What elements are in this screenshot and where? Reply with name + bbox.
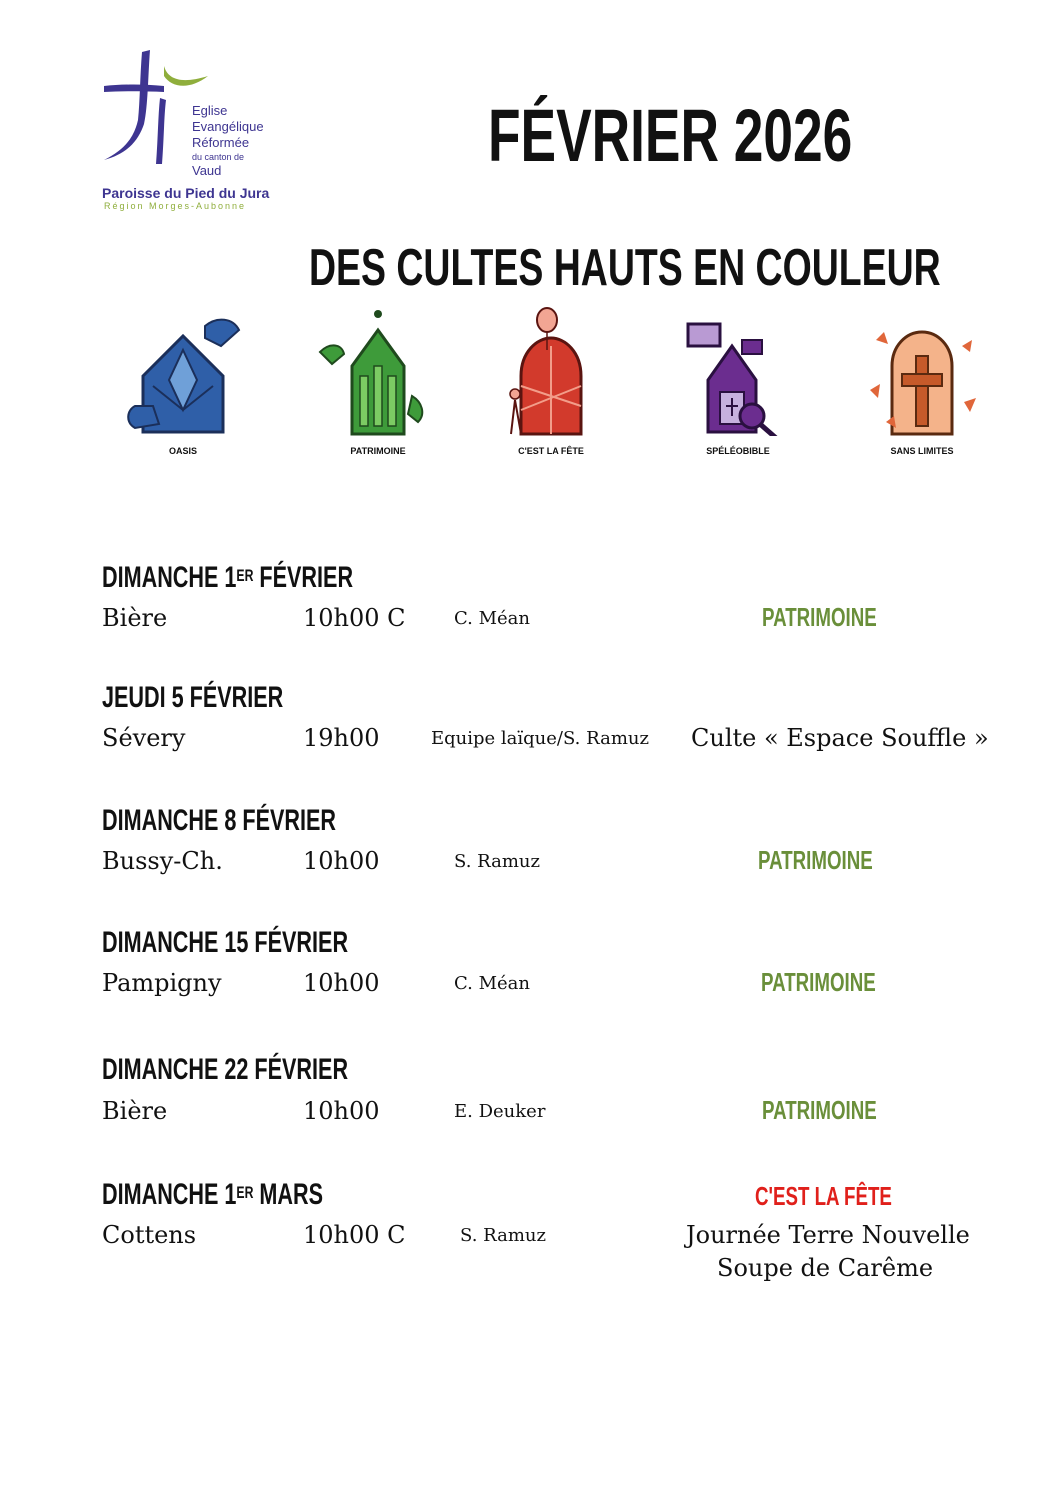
service-1-tag: PATRIMOINE bbox=[762, 602, 877, 632]
oasis-icon bbox=[113, 306, 253, 436]
service-1-time: 10h00 C bbox=[303, 604, 406, 632]
service-6-note: Journée Terre Nouvelle bbox=[686, 1221, 970, 1249]
service-6-tag: C'EST LA FÊTE bbox=[755, 1181, 892, 1211]
page-subtitle: DES CULTES HAUTS EN COULEUR bbox=[309, 239, 941, 297]
service-4-tag: PATRIMOINE bbox=[761, 967, 876, 997]
icon-label-oasis: OASIS bbox=[168, 446, 197, 456]
logo-line-canton: du canton de bbox=[192, 152, 245, 162]
service-1-date: DIMANCHE 1ER FÉVRIER bbox=[102, 561, 354, 594]
service-2-note: Culte « Espace Souffle » bbox=[691, 724, 989, 752]
service-3-minister: S. Ramuz bbox=[454, 851, 540, 872]
sans-limites-icon bbox=[852, 306, 992, 436]
service-5-tag: PATRIMOINE bbox=[762, 1095, 877, 1125]
service-4-date: DIMANCHE 15 FÉVRIER bbox=[102, 926, 349, 959]
service-2-minister: Equipe laïque/S. Ramuz bbox=[431, 728, 649, 749]
icon-label-sans-limites: SANS LIMITES bbox=[890, 446, 954, 456]
service-6-place: Cottens bbox=[102, 1221, 197, 1249]
service-5-date: DIMANCHE 22 FÉVRIER bbox=[102, 1053, 349, 1086]
fete-icon bbox=[481, 306, 621, 436]
logo-region: Région Morges-Aubonne bbox=[104, 201, 247, 211]
service-4-time: 10h00 bbox=[303, 969, 380, 997]
logo-line-vaud: Vaud bbox=[192, 163, 222, 178]
speleobible-icon bbox=[668, 306, 808, 436]
service-5-time: 10h00 bbox=[303, 1097, 380, 1125]
service-2-time: 19h00 bbox=[303, 724, 380, 752]
logo-line-reformee: Réformée bbox=[192, 135, 250, 150]
service-5-minister: E. Deuker bbox=[454, 1101, 546, 1122]
service-3-tag: PATRIMOINE bbox=[758, 845, 873, 875]
icon-label-speleobible: SPÉLÉOBIBLE bbox=[706, 446, 770, 456]
service-4-place: Pampigny bbox=[102, 969, 222, 997]
service-3-time: 10h00 bbox=[303, 847, 380, 875]
service-3-date: DIMANCHE 8 FÉVRIER bbox=[102, 804, 337, 837]
service-5-place: Bière bbox=[102, 1097, 168, 1125]
service-1-place: Bière bbox=[102, 604, 168, 632]
icon-label-patrimoine: PATRIMOINE bbox=[350, 446, 406, 456]
service-6-minister: S. Ramuz bbox=[460, 1225, 546, 1246]
service-6-date: DIMANCHE 1ER MARS bbox=[102, 1178, 324, 1211]
service-6-time: 10h00 C bbox=[303, 1221, 406, 1249]
service-6-note2: Soupe de Carême bbox=[717, 1254, 934, 1282]
service-3-place: Bussy-Ch. bbox=[102, 847, 223, 875]
service-2-place: Sévery bbox=[102, 724, 186, 752]
page-title: FÉVRIER 2026 bbox=[488, 94, 853, 177]
service-4-minister: C. Méan bbox=[454, 973, 530, 994]
logo-line-eglise: Eglise bbox=[192, 103, 228, 118]
patrimoine-icon bbox=[308, 306, 448, 436]
logo-line-evangelique: Evangélique bbox=[192, 119, 264, 134]
service-2-date: JEUDI 5 FÉVRIER bbox=[102, 681, 284, 714]
service-1-minister: C. Méan bbox=[454, 608, 530, 629]
logo-parish-name: Paroisse du Pied du Jura bbox=[102, 185, 270, 201]
icon-label-fete: C'EST LA FÊTE bbox=[518, 446, 584, 456]
